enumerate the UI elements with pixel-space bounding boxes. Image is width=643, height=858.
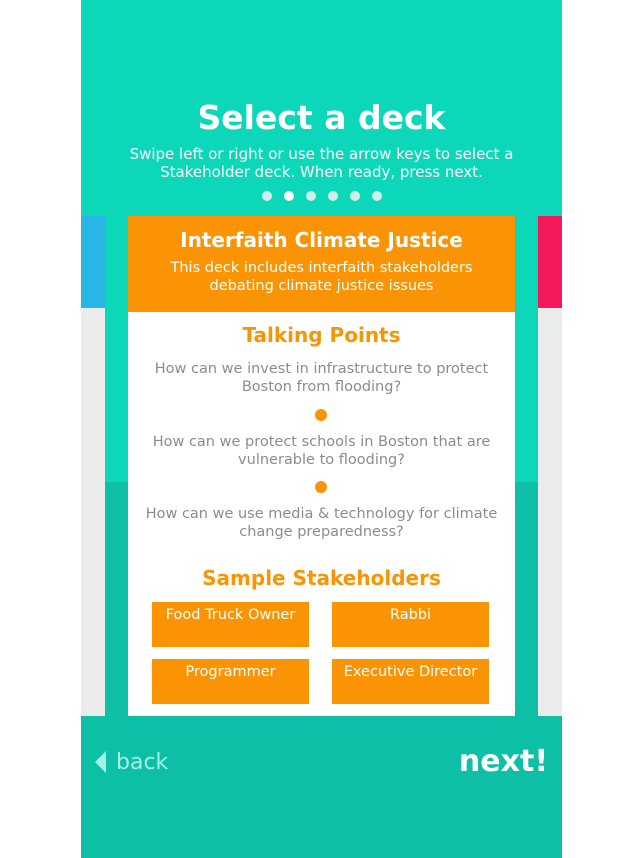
page-title: Select a deck (197, 98, 446, 137)
stakeholder-tile: Food Truck Owner (152, 602, 309, 647)
talking-point: How can we invest in infrastructure to protect Boston from flooding? (154, 361, 489, 395)
previous-deck-card-body[interactable] (81, 308, 105, 716)
pager-dot[interactable] (262, 191, 272, 201)
deck-selection-screen (81, 0, 562, 858)
talking-points-title: Talking Points (242, 323, 401, 347)
pager-dot[interactable] (306, 191, 316, 201)
back-button[interactable] (95, 750, 168, 775)
next-deck-card-header[interactable] (538, 216, 562, 308)
page-subtitle: Swipe left or right or use the arrow keys to select a Stakeholder deck. When ready, press next. (129, 145, 514, 181)
next-deck-card-body[interactable] (538, 308, 562, 716)
back-arrow-icon (95, 751, 106, 773)
stakeholder-tile: Programmer (152, 659, 309, 704)
next-button[interactable]: next! (458, 744, 548, 779)
talking-point: How can we use media & technology for climate change preparedness? (145, 506, 498, 540)
stakeholder-tile: Executive Director (332, 659, 489, 704)
deck-card[interactable] (128, 216, 515, 716)
pager-dot[interactable] (328, 191, 338, 201)
sample-stakeholders-title: Sample Stakeholders (202, 566, 441, 590)
pager-dots (81, 191, 562, 201)
talking-point: How can we protect schools in Boston that are vulnerable to flooding? (152, 434, 491, 468)
pager-dot[interactable] (372, 191, 382, 201)
pager-dot-active[interactable] (284, 191, 294, 201)
pager-dot[interactable] (350, 191, 360, 201)
stakeholder-tile: Rabbi (332, 602, 489, 647)
deck-description: This deck includes interfaith stakeholders debating climate justice issues (170, 260, 473, 294)
deck-card-header (128, 216, 515, 312)
bullet-icon (315, 481, 327, 493)
deck-name: Interfaith Climate Justice (180, 228, 463, 252)
back-label: back (116, 750, 169, 775)
previous-deck-card-header[interactable] (81, 216, 105, 308)
bullet-icon (315, 409, 327, 421)
